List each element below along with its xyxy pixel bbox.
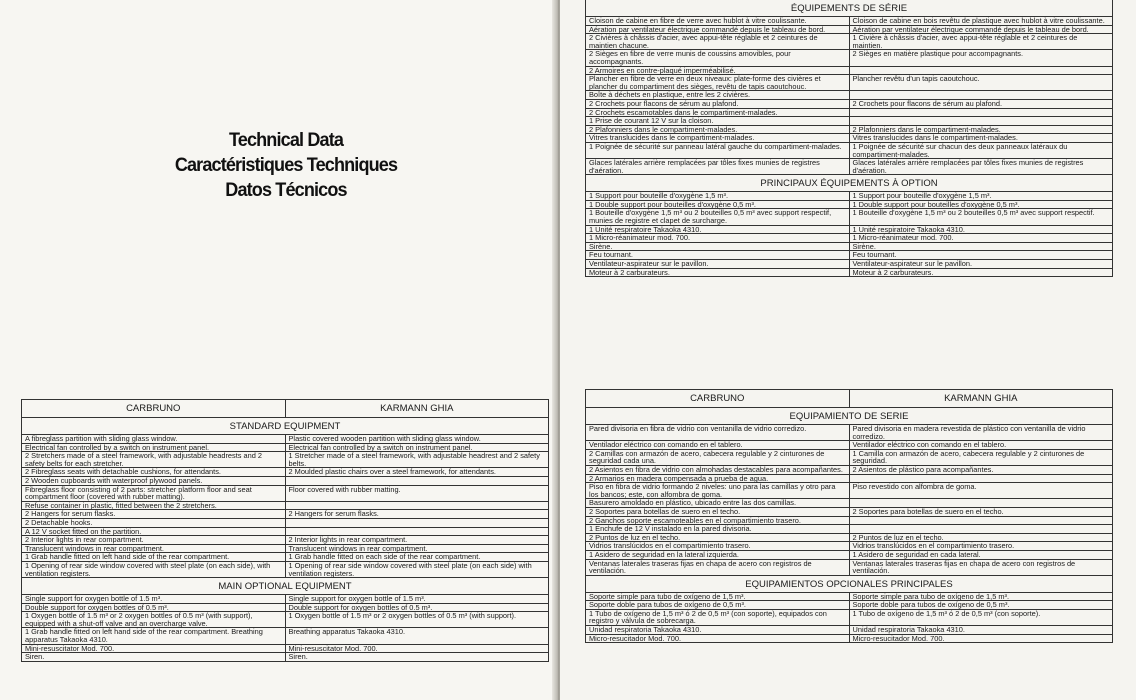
standard-section-title: EQUIPAMIENTO DE SERIE	[586, 408, 1113, 425]
table-row	[22, 452, 549, 468]
cell-carbruno: 2 Asientos en fibra de vidrio con almohadas destacables para acompañantes.	[586, 465, 850, 474]
cell-carbruno: Basurero amoldado en plástico, ubicado entre las dos camillas.	[586, 499, 850, 508]
cell-carbruno: 1 Grab handle fitted on left hand side of the rear compartment. Breathing apparatus Takaoka 4310.	[22, 628, 286, 644]
title-english: Technical Data	[228, 130, 344, 151]
cell-carbruno: 2 Crochets escamotables dans le compartiment-malades.	[586, 108, 850, 117]
cell-karmann-ghia: 2 Soportes para botellas de suero en el techo.	[849, 507, 1113, 516]
table-row	[586, 449, 1113, 465]
cell-karmann-ghia: 2 Interior lights in rear compartment.	[285, 536, 549, 545]
cell-karmann-ghia	[849, 525, 1113, 534]
table-row	[586, 634, 1113, 643]
cell-karmann-ghia: Vidrios translúcidos en el compartimiento trasero.	[849, 542, 1113, 551]
cell-carbruno: 2 Ganchos soporte escamoteables en el compartimiento trasero.	[586, 516, 850, 525]
optional-section-title: MAIN OPTIONAL EQUIPMENT	[22, 578, 549, 595]
table-row	[586, 483, 1113, 499]
cell-karmann-ghia	[285, 518, 549, 527]
cell-karmann-ghia: 1 Civière à châssis d'acier, avec appui-tête réglable et 2 ceintures de maintien.	[849, 34, 1113, 50]
table-row	[586, 601, 1113, 610]
cell-carbruno: 1 Unité respiratoire Takaoka 4310.	[586, 225, 850, 234]
cell-carbruno: Glaces latérales arrière remplacées par tôles fixes munies de registres d'aération.	[586, 159, 850, 175]
table-row	[22, 553, 549, 562]
cell-carbruno: Plancher en fibre de verre en deux niveaux: plate-forme des civières et plancher du compartiment des sièges, revêtu de tapis caoutchouc.	[586, 75, 850, 91]
cell-carbruno: 1 Double support pour bouteilles d'oxygène 0,5 m³.	[586, 200, 850, 209]
table-row	[22, 628, 549, 644]
cell-carbruno: Mini-resuscitator Mod. 700.	[22, 644, 286, 653]
cell-karmann-ghia: 2 Plafonniers dans le compartiment-malades.	[849, 125, 1113, 134]
table-row	[586, 17, 1113, 26]
table-row	[586, 134, 1113, 143]
cell-carbruno: Aération par ventilateur électrique commandé depuis le tableau de bord.	[586, 25, 850, 34]
cell-karmann-ghia: 1 Tubo de oxígeno de 1,5 m³ ó 2 de 0,5 m³ (con soporte).	[849, 609, 1113, 625]
cell-carbruno: 1 Support pour bouteille d'oxygène 1,5 m³.	[586, 192, 850, 201]
cell-carbruno: 1 Prise de courant 12 V sur la cloison.	[586, 117, 850, 126]
column-header-row	[586, 390, 1113, 408]
cell-karmann-ghia: Translucent windows in rear compartment.	[285, 544, 549, 553]
cell-carbruno: Fibreglass floor consisting of 2 parts: stretcher platform floor and seat compartment floor (covered with rubber matting).	[22, 485, 286, 501]
table-row	[586, 550, 1113, 559]
cell-carbruno: Boîte à déchets en plastique, entre les 2 civières.	[586, 91, 850, 100]
table-row	[586, 559, 1113, 575]
cell-karmann-ghia: Aération par ventilateur électrique commandé depuis le tableau de bord.	[849, 25, 1113, 34]
table-row	[586, 609, 1113, 625]
cell-carbruno: 2 Sièges en fibre de verre munis de coussins amovibles, pour accompagnants.	[586, 50, 850, 66]
cell-karmann-ghia: Unidad respiratoria Takaoka 4310.	[849, 626, 1113, 635]
table-row	[22, 468, 549, 477]
cell-carbruno: 2 Plafonniers dans le compartiment-malades.	[586, 125, 850, 134]
cell-karmann-ghia: 1 Asidero de seguridad en cada lateral.	[849, 550, 1113, 559]
optional-section-row	[586, 175, 1113, 192]
table-row	[22, 603, 549, 612]
table-row	[586, 592, 1113, 601]
cell-carbruno: 2 Civières à châssis d'acier, avec appui-tête réglable et 2 ceintures de maintien chacune.	[586, 34, 850, 50]
cell-carbruno: Piso en fibra de vidrio formando 2 niveles: uno para las camillas y otro para los bancos; este, con alfombra de goma.	[586, 483, 850, 499]
table-row	[22, 612, 549, 628]
optional-section-row	[22, 578, 549, 595]
table-row	[586, 200, 1113, 209]
cell-karmann-ghia: Single support for oxygen bottle of 1.5 m³.	[285, 595, 549, 604]
cell-karmann-ghia: 1 Double support pour bouteilles d'oxygène 0,5 m³.	[849, 200, 1113, 209]
cell-carbruno: Moteur à 2 carburateurs.	[586, 268, 850, 277]
cell-carbruno: Ventilador eléctrico con comando en el tablero.	[586, 441, 850, 450]
cell-karmann-ghia: Soporte doble para tubos de oxígeno de 0,5 m³.	[849, 601, 1113, 610]
column-header-carbruno: CARBRUNO	[586, 390, 850, 408]
cell-karmann-ghia: Plastic covered wooden partition with sliding glass window.	[285, 435, 549, 444]
table-row	[586, 251, 1113, 260]
table-row	[586, 626, 1113, 635]
table-row	[586, 117, 1113, 126]
table-row	[586, 142, 1113, 158]
cell-karmann-ghia: 2 Moulded plastic chairs over a steel framework, for attendants.	[285, 468, 549, 477]
cell-carbruno: Electrical fan controlled by a switch on instrument panel.	[22, 443, 286, 452]
table-row	[586, 159, 1113, 175]
cell-karmann-ghia: Ventanas laterales traseras fijas en chapa de acero con registros de ventilación.	[849, 559, 1113, 575]
table-row	[586, 99, 1113, 108]
cell-karmann-ghia: Floor covered with rubber matting.	[285, 485, 549, 501]
cell-karmann-ghia: Sirène.	[849, 242, 1113, 251]
cell-karmann-ghia	[849, 474, 1113, 483]
column-header-karmann-ghia: KARMANN GHIA	[285, 400, 549, 418]
cell-carbruno: 2 Puntos de luz en el techo.	[586, 533, 850, 542]
table-row	[586, 209, 1113, 225]
title-spanish: Datos Técnicos	[225, 180, 347, 201]
cell-carbruno: 1 Bouteille d'oxygène 1,5 m³ ou 2 bouteilles 0,5 m³ avec support respectif, munies de registre et clapet de surcharge.	[586, 209, 850, 225]
table-row	[586, 234, 1113, 243]
cell-karmann-ghia: Ventilador eléctrico con comando en el tablero.	[849, 441, 1113, 450]
cell-carbruno: Ventilateur-aspirateur sur le pavillon.	[586, 260, 850, 269]
cell-carbruno: 2 Camillas con armazón de acero, cabecera regulable y 2 cinturones de seguridad cada una.	[586, 449, 850, 465]
cell-carbruno: Cloison de cabine en fibre de verre avec hublot à vitre coulissante.	[586, 17, 850, 26]
table-row	[22, 476, 549, 485]
table-row	[586, 75, 1113, 91]
cell-karmann-ghia: 1 Camilla con armazón de acero, cabecera regulable y 2 cinturones de seguridad.	[849, 449, 1113, 465]
standard-section-row	[22, 418, 549, 435]
cell-carbruno: 2 Crochets pour flacons de sérum au plafond.	[586, 99, 850, 108]
optional-section-title: EQUIPAMIENTOS OPCIONALES PRINCIPALES	[586, 575, 1113, 592]
cell-karmann-ghia	[849, 91, 1113, 100]
table-row	[22, 527, 549, 536]
cell-carbruno: 1 Micro-réanimateur mod. 700.	[586, 234, 850, 243]
cell-carbruno: Ventanas laterales traseras fijas en chapa de acero con registros de ventilación.	[586, 559, 850, 575]
cell-carbruno: Refuse container in plastic, fitted between the 2 stretchers.	[22, 501, 286, 510]
cell-karmann-ghia: 2 Sièges en matière plastique pour accompagnants.	[849, 50, 1113, 66]
cell-carbruno: Feu tournant.	[586, 251, 850, 260]
table-row	[22, 595, 549, 604]
table-row	[22, 544, 549, 553]
cell-carbruno: 2 Interior lights in rear compartment.	[22, 536, 286, 545]
table-row	[586, 242, 1113, 251]
table-row	[22, 435, 549, 444]
table-row	[586, 25, 1113, 34]
table-row	[586, 66, 1113, 75]
spanish-spec-table	[585, 389, 1113, 643]
table-row	[22, 653, 549, 662]
title-french: Caractéristiques Techniques	[174, 155, 398, 176]
cell-karmann-ghia: Electrical fan controlled by a switch on instrument panel.	[285, 443, 549, 452]
table-row	[586, 474, 1113, 483]
table-row	[22, 443, 549, 452]
table-row	[586, 108, 1113, 117]
table-row	[586, 125, 1113, 134]
cell-carbruno: Sirène.	[586, 242, 850, 251]
cell-karmann-ghia: 2 Hangers for serum flasks.	[285, 510, 549, 519]
cell-karmann-ghia: 2 Puntos de luz en el techo.	[849, 533, 1113, 542]
cell-karmann-ghia: Glaces latérales arrière remplacées par tôles fixes munies de registres d'aération.	[849, 159, 1113, 175]
table-row	[586, 50, 1113, 66]
standard-section-title: ÉQUIPEMENTS DE SÉRIE	[586, 0, 1113, 17]
cell-carbruno: 2 Armarios en madera compensada a prueba de agua.	[586, 474, 850, 483]
cell-karmann-ghia: 1 Support pour bouteille d'oxygène 1,5 m³.	[849, 192, 1113, 201]
table-row	[586, 34, 1113, 50]
table-row	[586, 516, 1113, 525]
cell-carbruno: Vidrios translúcidos en el compartimiento trasero.	[586, 542, 850, 551]
cell-karmann-ghia: Feu tournant.	[849, 251, 1113, 260]
table-row	[22, 518, 549, 527]
cell-karmann-ghia: 1 Bouteille d'oxygène 1,5 m³ ou 2 bouteilles 0,5 m³ avec support respectif.	[849, 209, 1113, 225]
cell-karmann-ghia	[849, 499, 1113, 508]
table-row	[586, 91, 1113, 100]
cell-karmann-ghia	[285, 501, 549, 510]
table-row	[586, 192, 1113, 201]
cell-carbruno: 2 Armoires en contre-plaqué imperméabilisé.	[586, 66, 850, 75]
table-row	[586, 260, 1113, 269]
title-block	[158, 128, 414, 203]
cell-carbruno: Soporte simple para tubo de oxígeno de 1,5 m³.	[586, 592, 850, 601]
cell-karmann-ghia: Micro-resucitador Mod. 700.	[849, 634, 1113, 643]
cell-carbruno: 2 Hangers for serum flasks.	[22, 510, 286, 519]
cell-karmann-ghia: 1 Unité respiratoire Takaoka 4310.	[849, 225, 1113, 234]
table-row	[586, 441, 1113, 450]
cell-carbruno: 1 Grab handle fitted on left hand side of the rear compartment.	[22, 553, 286, 562]
cell-karmann-ghia: Ventilateur-aspirateur sur le pavillon.	[849, 260, 1113, 269]
cell-karmann-ghia: 1 Oxygen bottle of 1.5 m³ or 2 oxygen bottles of 0.5 m³ (with support).	[285, 612, 549, 628]
cell-carbruno: Unidad respiratoria Takaoka 4310.	[586, 626, 850, 635]
table-row	[586, 465, 1113, 474]
table-row	[586, 525, 1113, 534]
table-row	[22, 644, 549, 653]
cell-karmann-ghia: 1 Poignée de sécurité sur chacun des deux panneaux latéraux du compartiment-malades.	[849, 142, 1113, 158]
cell-karmann-ghia: Mini-resuscitator Mod. 700.	[285, 644, 549, 653]
cell-carbruno: A fibreglass partition with sliding glass window.	[22, 435, 286, 444]
cell-carbruno: 1 Poignée de sécurité sur panneau latéral gauche du compartiment-malades.	[586, 142, 850, 158]
standard-section-title: STANDARD EQUIPMENT	[22, 418, 549, 435]
cell-karmann-ghia: 1 Stretcher made of a steel framework, with adjustable headrest and 2 safety belts.	[285, 452, 549, 468]
cell-carbruno: 1 Tubo de oxígeno de 1,5 m³ ó 2 de 0,5 m³ (con soporte), equipados con registro y válvula de sobrecarga.	[586, 609, 850, 625]
cell-carbruno: Translucent windows in rear compartment.	[22, 544, 286, 553]
cell-carbruno: Vitres translucides dans le compartiment-malades.	[586, 134, 850, 143]
cell-carbruno: 1 Oxygen bottle of 1.5 m³ or 2 oxygen bottles of 0.5 m³ (with support), equipped with a shut-off valve and an overcharge valve.	[22, 612, 286, 628]
cell-carbruno: 1 Asidero de seguridad en la lateral izquierda.	[586, 550, 850, 559]
standard-section-row	[586, 408, 1113, 425]
cell-karmann-ghia: 2 Asientos de plástico para acompañantes.	[849, 465, 1113, 474]
cell-karmann-ghia: Breathing apparatus Takaoka 4310.	[285, 628, 549, 644]
cell-carbruno: Soporte doble para tubos de oxígeno de 0,5 m³.	[586, 601, 850, 610]
column-header-karmann-ghia: KARMANN GHIA	[849, 390, 1113, 408]
optional-section-title: PRINCIPAUX ÉQUIPEMENTS À OPTION	[586, 175, 1113, 192]
cell-karmann-ghia: Double support for oxygen bottles of 0.5 m³.	[285, 603, 549, 612]
cell-karmann-ghia: Vitres translucides dans le compartiment-malades.	[849, 134, 1113, 143]
cell-carbruno: A 12 V socket fitted on the partition.	[22, 527, 286, 536]
english-spec-table	[21, 399, 549, 662]
optional-section-row	[586, 575, 1113, 592]
cell-karmann-ghia: 1 Opening of rear side window covered with steel plate (on each side) with ventilation registers.	[285, 561, 549, 577]
cell-carbruno: Siren.	[22, 653, 286, 662]
cell-carbruno: Pared divisoria en fibra de vidrio con ventanilla de vidrio corredizo.	[586, 425, 850, 441]
cell-carbruno: 2 Detachable hooks.	[22, 518, 286, 527]
cell-carbruno: Single support for oxygen bottle of 1.5 m³.	[22, 595, 286, 604]
table-row	[22, 561, 549, 577]
standard-section-row	[586, 0, 1113, 17]
cell-karmann-ghia: Siren.	[285, 653, 549, 662]
cell-carbruno: 1 Opening of rear side window covered with steel plate (on each side), with ventilation registers.	[22, 561, 286, 577]
table-row	[586, 533, 1113, 542]
table-row	[586, 499, 1113, 508]
table-row	[586, 225, 1113, 234]
cell-carbruno: 2 Wooden cupboards with waterproof plywood panels.	[22, 476, 286, 485]
cell-carbruno: 2 Fibreglass seats with detachable cushions, for attendants.	[22, 468, 286, 477]
table-row	[22, 501, 549, 510]
column-header-row	[22, 400, 549, 418]
french-spec-table	[585, 0, 1113, 277]
cell-karmann-ghia	[285, 527, 549, 536]
table-row	[22, 485, 549, 501]
cell-karmann-ghia: Moteur à 2 carburateurs.	[849, 268, 1113, 277]
table-row	[22, 510, 549, 519]
cell-karmann-ghia	[849, 516, 1113, 525]
cell-carbruno: 1 Enchufe de 12 V instalado en la pared divisoria.	[586, 525, 850, 534]
cell-karmann-ghia: Cloison de cabine en bois revêtu de plastique avec hublot à vitre coulissante.	[849, 17, 1113, 26]
cell-karmann-ghia	[849, 66, 1113, 75]
cell-karmann-ghia	[849, 117, 1113, 126]
cell-carbruno: 2 Stretchers made of a steel framework, with adjustable headrests and 2 safety belts for each stretcher.	[22, 452, 286, 468]
cell-karmann-ghia: 2 Crochets pour flacons de sérum au plafond.	[849, 99, 1113, 108]
cell-karmann-ghia: 1 Micro-réanimateur mod. 700.	[849, 234, 1113, 243]
table-row	[586, 268, 1113, 277]
table-row	[22, 536, 549, 545]
cell-carbruno: 2 Soportes para botellas de suero en el techo.	[586, 507, 850, 516]
cell-karmann-ghia: Pared divisoria en madera revestida de plástico con ventanilla de vidrio corredizo.	[849, 425, 1113, 441]
cell-carbruno: Double support for oxygen bottles of 0.5 m³.	[22, 603, 286, 612]
cell-karmann-ghia	[849, 108, 1113, 117]
cell-karmann-ghia: Soporte simple para tubo de oxígeno de 1,5 m³.	[849, 592, 1113, 601]
table-row	[586, 425, 1113, 441]
cell-karmann-ghia: Piso revestido con alfombra de goma.	[849, 483, 1113, 499]
cell-karmann-ghia: 1 Grab handle fitted on each side of the rear compartment.	[285, 553, 549, 562]
table-row	[586, 542, 1113, 551]
table-row	[586, 507, 1113, 516]
cell-karmann-ghia	[285, 476, 549, 485]
column-header-carbruno: CARBRUNO	[22, 400, 286, 418]
cell-carbruno: Micro-resucitador Mod. 700.	[586, 634, 850, 643]
cell-karmann-ghia: Plancher revêtu d'un tapis caoutchouc.	[849, 75, 1113, 91]
